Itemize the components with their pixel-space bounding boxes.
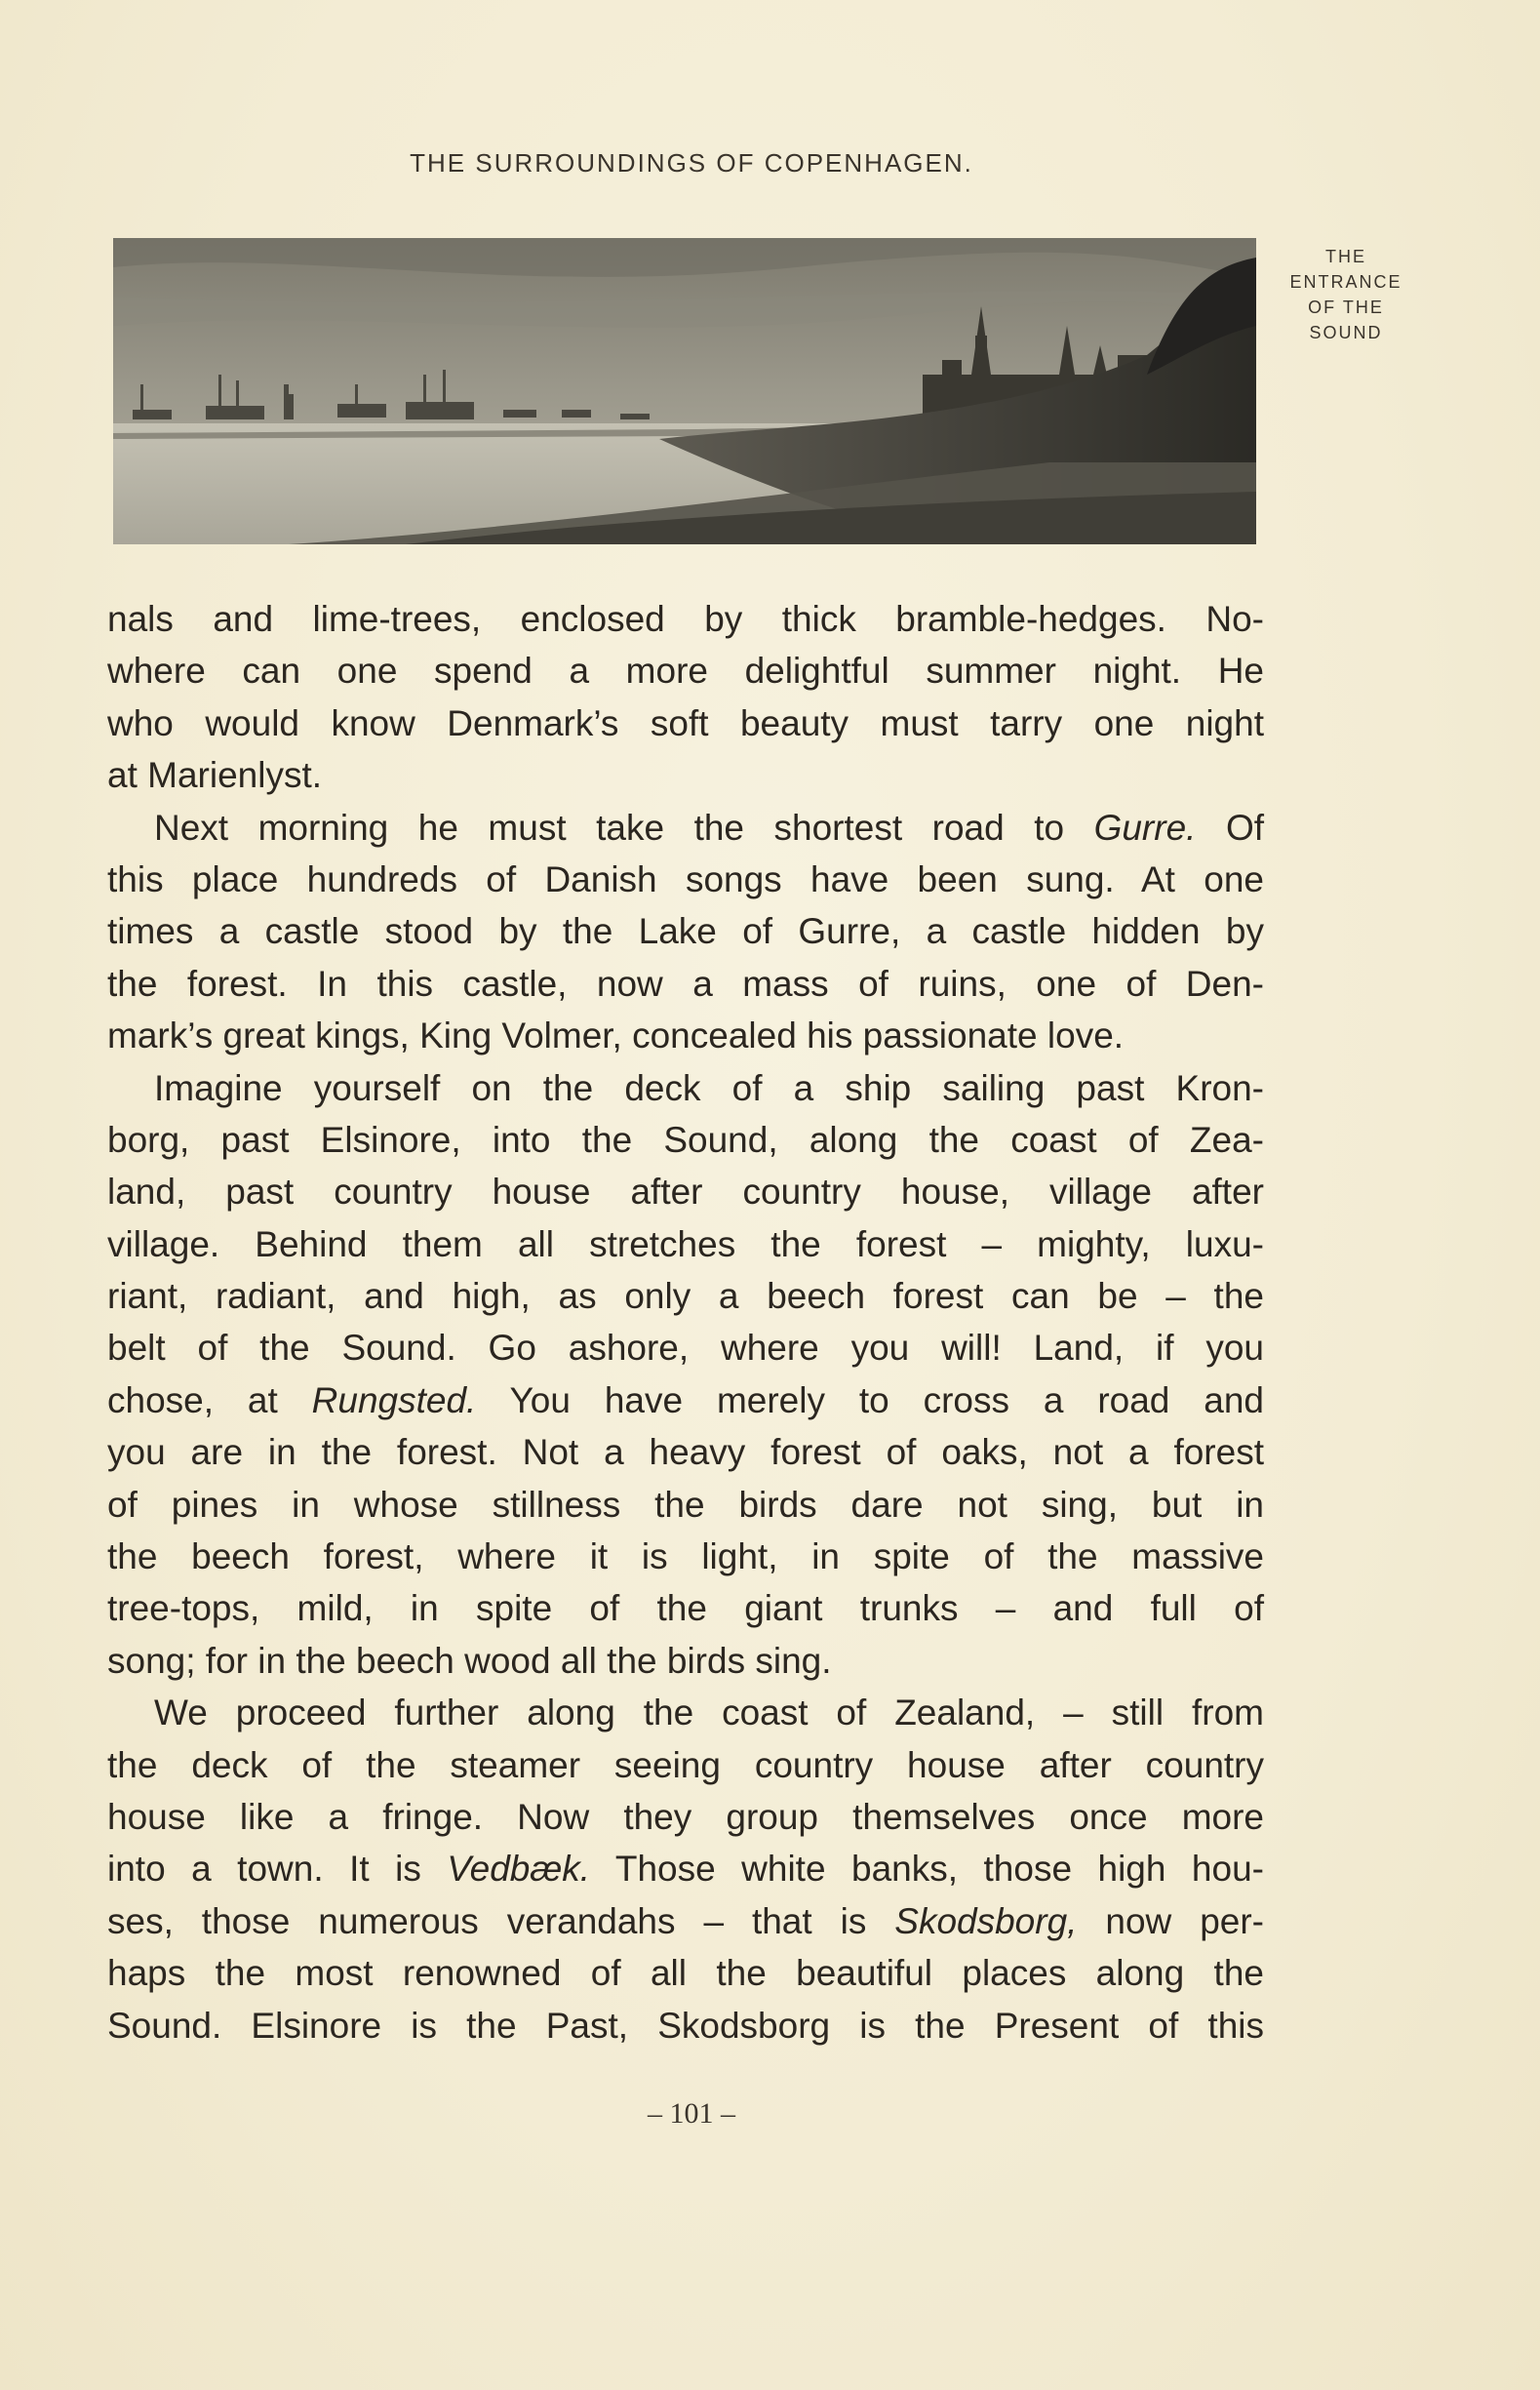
text-segment: the beech forest, where it is light, in spite of the massive xyxy=(107,1536,1264,1577)
text-segment: you are in the forest. Not a heavy forest of oaks, not a forest xyxy=(107,1432,1264,1473)
text-segment: at Marienlyst. xyxy=(107,755,323,796)
text-segment: the deck of the steamer seeing country house after country xyxy=(107,1744,1264,1785)
margin-note-line: SOUND xyxy=(1309,323,1383,342)
text-line xyxy=(107,749,1264,801)
text-line xyxy=(107,1322,1264,1374)
text-segment: village. Behind them all stretches the forest – mighty, luxu- xyxy=(107,1223,1264,1264)
text-line xyxy=(107,1582,1264,1634)
text-line xyxy=(107,645,1264,697)
body-text xyxy=(107,593,1264,2051)
text-line xyxy=(107,1270,1264,1322)
illustration-plate xyxy=(113,238,1256,544)
text-line xyxy=(107,1062,1264,1114)
text-segment: We proceed further along the coast of Zealand, – still from xyxy=(154,1693,1264,1733)
text-line xyxy=(107,1739,1264,1791)
margin-note-line: ENTRANCE xyxy=(1289,272,1402,292)
text-segment: chose, at xyxy=(107,1379,312,1420)
text-line xyxy=(107,2000,1264,2051)
text-segment: mark’s great kings, King Volmer, concealed his passionate love. xyxy=(107,1016,1125,1056)
italic-place-name: Rungsted. xyxy=(311,1379,477,1420)
text-line xyxy=(107,1895,1264,1947)
page-number: – 101 – xyxy=(648,2097,735,2130)
text-line xyxy=(107,1218,1264,1270)
margin-note-line: OF THE xyxy=(1308,298,1384,317)
text-segment: haps the most renowned of all the beautiful places along the xyxy=(107,1953,1264,1994)
margin-note-line: THE xyxy=(1325,247,1366,266)
text-line xyxy=(107,1114,1264,1166)
italic-place-name: Skodsborg, xyxy=(894,1900,1078,1941)
running-head: THE SURROUNDINGS OF COPENHAGEN. xyxy=(410,148,973,178)
text-line xyxy=(107,1947,1264,1999)
text-segment: borg, past Elsinore, into the Sound, along the coast of Zea- xyxy=(107,1119,1264,1160)
italic-place-name: Vedbæk. xyxy=(447,1849,591,1890)
text-segment: into a town. It is xyxy=(107,1849,448,1890)
text-line xyxy=(107,1010,1264,1061)
text-line xyxy=(107,958,1264,1010)
text-segment: Those white banks, those high hou- xyxy=(590,1849,1264,1890)
text-segment: the forest. In this castle, now a mass of ruins, one of Den- xyxy=(107,963,1264,1004)
text-line xyxy=(107,1635,1264,1687)
text-segment: house like a fringe. Now they group themselves once more xyxy=(107,1796,1264,1837)
text-segment: belt of the Sound. Go ashore, where you will! Land, if you xyxy=(107,1328,1264,1369)
text-segment: Sound. Elsinore is the Past, Skodsborg is the Present of this xyxy=(107,2005,1264,2046)
text-segment: ses, those numerous verandahs – that is xyxy=(107,1900,895,1941)
margin-note xyxy=(1268,244,1424,345)
text-segment: Of xyxy=(1196,807,1265,848)
italic-place-name: Gurre. xyxy=(1093,807,1197,848)
text-line xyxy=(107,1479,1264,1531)
text-line xyxy=(107,1791,1264,1843)
text-line xyxy=(107,593,1264,645)
text-line xyxy=(107,1166,1264,1217)
text-segment: You have merely to cross a road and xyxy=(476,1379,1264,1420)
text-segment: land, past country house after country house, village after xyxy=(107,1172,1264,1213)
text-line xyxy=(107,697,1264,749)
text-line xyxy=(107,1374,1264,1426)
text-segment: Imagine yourself on the deck of a ship sailing past Kron- xyxy=(154,1067,1264,1108)
text-line xyxy=(107,1843,1264,1894)
text-line xyxy=(107,1531,1264,1582)
text-segment: who would know Denmark’s soft beauty must tarry one night xyxy=(107,702,1264,743)
castle-illustration xyxy=(113,238,1256,544)
text-line xyxy=(107,905,1264,957)
text-segment: of pines in whose stillness the birds dare not sing, but in xyxy=(107,1484,1264,1525)
text-segment: riant, radiant, and high, as only a beech forest can be – the xyxy=(107,1276,1264,1317)
text-segment: Next morning he must take the shortest road to xyxy=(154,807,1094,848)
text-segment: now per- xyxy=(1077,1900,1264,1941)
text-line xyxy=(107,1687,1264,1738)
text-segment: where can one spend a more delightful summer night. He xyxy=(107,651,1264,692)
text-line xyxy=(107,1426,1264,1478)
text-line xyxy=(107,854,1264,905)
text-line xyxy=(107,802,1264,854)
text-segment: nals and lime-trees, enclosed by thick bramble-hedges. No- xyxy=(107,599,1264,639)
text-segment: this place hundreds of Danish songs have been sung. At one xyxy=(107,858,1264,899)
text-segment: song; for in the beech wood all the birds sing. xyxy=(107,1640,832,1681)
text-segment: times a castle stood by the Lake of Gurre, a castle hidden by xyxy=(107,911,1264,952)
text-segment: tree-tops, mild, in spite of the giant trunks – and full of xyxy=(107,1588,1264,1629)
